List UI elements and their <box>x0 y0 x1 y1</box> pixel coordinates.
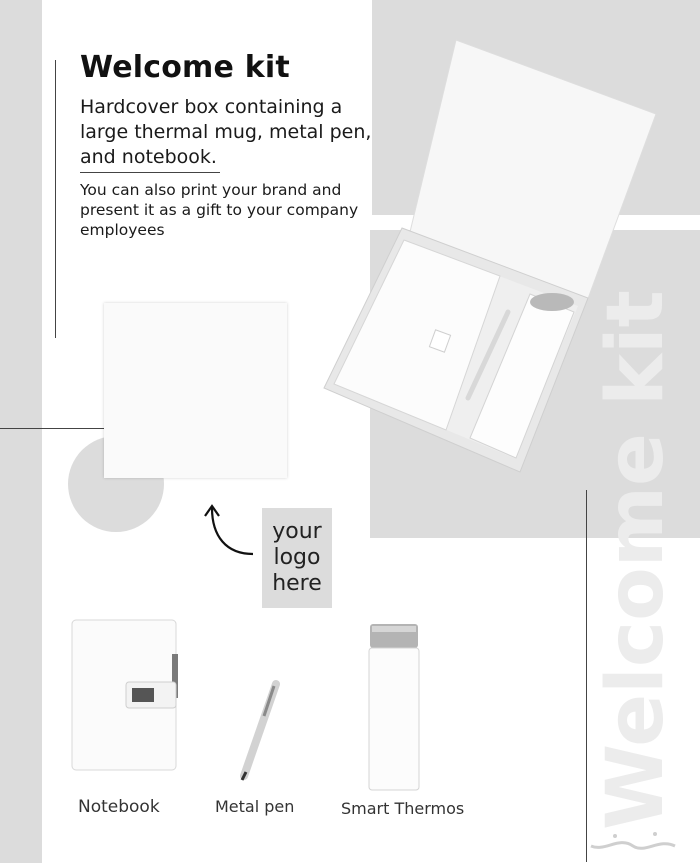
smart-thermos-image <box>366 622 422 794</box>
curved-arrow-icon <box>198 498 258 560</box>
logo-placeholder-line3: here <box>272 571 322 596</box>
metal-pen-image <box>230 676 290 786</box>
divider-vertical-left <box>55 60 56 338</box>
logo-placeholder-box <box>262 508 332 608</box>
closed-box-image <box>104 303 287 478</box>
description-text: Hardcover box containing a large thermal mug, metal pen, and notebook. <box>80 96 372 168</box>
left-gray-strip <box>0 0 42 863</box>
notebook-image <box>70 618 180 773</box>
metal-pen-caption: Metal pen <box>215 797 295 816</box>
divider-horizontal-left <box>0 428 105 429</box>
divider-horizontal-title <box>80 172 220 173</box>
notebook-caption: Notebook <box>78 797 160 817</box>
logo-placeholder-line2: logo <box>273 545 321 570</box>
sub-description-text: You can also print your brand and present it as a gift to your company employees <box>80 181 359 239</box>
page-title: Welcome kit <box>80 50 290 85</box>
divider-vertical-right <box>586 490 587 862</box>
vertical-title-wrapper <box>591 290 681 830</box>
watermark-logo <box>585 828 695 856</box>
vertical-title-text: Welcome kit <box>591 290 681 830</box>
smart-thermos-caption: Smart Thermos <box>341 799 465 818</box>
logo-placeholder-line1: your <box>272 519 322 544</box>
